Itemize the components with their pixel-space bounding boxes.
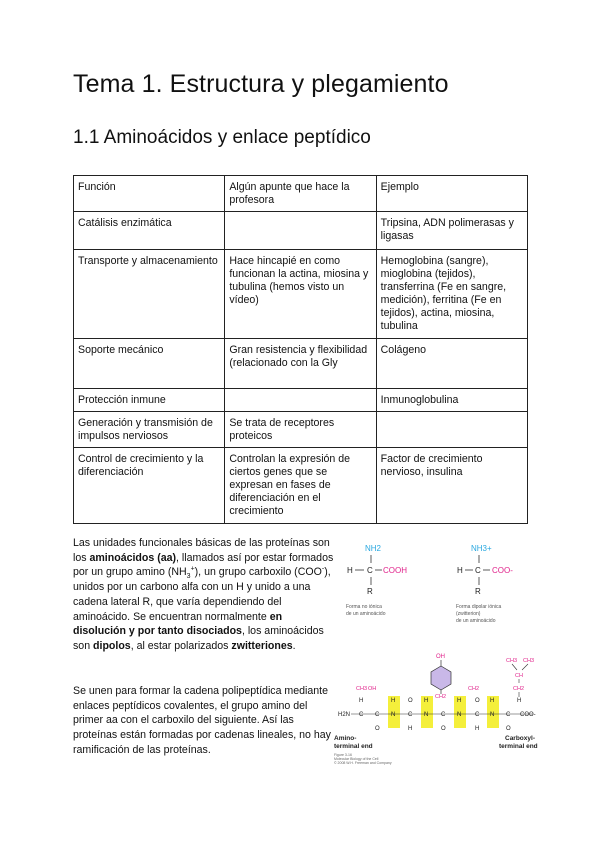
- bond-line: [522, 664, 528, 670]
- ch-label: CH: [515, 673, 523, 679]
- amino-group-label: NH2: [365, 544, 382, 553]
- table-cell: Catálisis enzimática: [74, 212, 225, 250]
- methyl-label: CH3: [523, 658, 535, 664]
- figure-caption: de un aminoácido: [346, 611, 386, 617]
- superscript: -: [321, 565, 325, 573]
- figure-caption: Forma dipolar iónica: [456, 604, 502, 610]
- table-row: [74, 250, 528, 339]
- methyl-label: CH3: [356, 686, 368, 692]
- backbone-hydrogen: H: [359, 698, 364, 704]
- table-header-cell: Función: [74, 176, 225, 212]
- backbone-carbon: C: [408, 712, 413, 718]
- bond-line: [512, 664, 517, 670]
- figure-caption: (zwitterion): [456, 611, 481, 617]
- methylene-label: CH2: [435, 694, 447, 700]
- alpha-carbon-label: C: [367, 566, 373, 575]
- text-run: , al estar polarizados: [130, 639, 232, 652]
- backbone-oxygen: O: [475, 698, 480, 704]
- page-title: Tema 1. Estructura y plegamiento: [73, 70, 449, 98]
- backbone-hydrogen: H: [475, 726, 480, 732]
- figure-credit: Figure 3-16: [334, 753, 352, 757]
- table-header-row: [74, 176, 528, 212]
- table-cell: [225, 389, 376, 412]
- backbone-oxygen: O: [506, 726, 511, 732]
- table-cell: Se trata de receptores proteicos: [225, 412, 376, 448]
- methylene-label: CH2: [513, 686, 525, 692]
- table-header-cell: Ejemplo: [376, 176, 527, 212]
- amino-acid-paragraph: [73, 536, 335, 654]
- table-cell: Control de crecimiento y la diferenciación: [74, 448, 225, 524]
- backbone-nitrogen: N: [424, 712, 429, 718]
- text-run: .: [292, 639, 296, 652]
- table-cell: Transporte y almacenamiento: [74, 250, 225, 339]
- table-cell: Protección inmune: [74, 389, 225, 412]
- peptide-bond-paragraph: Se unen para formar la cadena polipeptídica mediante enlaces peptídicos covalentes, el grupo amino del primer aa con el carboxilo del siguiente. Así las proteínas están formadas por cadenas lineales, no hay ramificación de las proteínas.: [73, 685, 331, 756]
- carboxyl-terminal-label: Carboxyl-: [505, 735, 535, 742]
- amino-terminus-label: H2N: [338, 712, 351, 718]
- benzene-ring: [431, 666, 451, 690]
- side-chain-label: R: [475, 587, 481, 596]
- table-cell: Tripsina, ADN polimerasas y ligasas: [376, 212, 527, 250]
- backbone-carbon: C: [506, 712, 511, 718]
- bold-term-dissolved: en disolución y por tanto disociados: [73, 610, 283, 638]
- backbone-carbon: C: [441, 712, 446, 718]
- backbone-nitrogen: N: [391, 712, 396, 718]
- backbone-carbon: C: [475, 712, 480, 718]
- table-cell: [376, 412, 527, 448]
- hydrogen-label: H: [457, 566, 463, 575]
- table-header-cell: Algún apunte que hace la profesora: [225, 176, 376, 212]
- table-row: [74, 212, 528, 250]
- text-run: ), un grupo carboxilo (COO: [194, 566, 322, 579]
- subscript: 3: [186, 573, 191, 581]
- backbone-nitrogen: N: [490, 712, 495, 718]
- table-cell: Controlan la expresión de ciertos genes que se expresan en fases de diferenciación en el crecimiento: [225, 448, 376, 524]
- zwitterion-amino-acid-figure: [454, 541, 544, 625]
- backbone-carbon: C: [375, 712, 380, 718]
- table-row: [74, 412, 528, 448]
- bold-term-amino-acids: aminoácidos (aa): [89, 551, 177, 564]
- bold-term-dipoles: dipolos: [93, 639, 131, 652]
- peptide-chain-figure: [334, 650, 544, 770]
- table-row: [74, 389, 528, 412]
- table-cell: Colágeno: [376, 339, 527, 389]
- figure-caption: de un aminoácido: [456, 618, 496, 624]
- table-cell: [225, 212, 376, 250]
- methyl-label: CH2: [468, 686, 480, 692]
- table-cell: Hemoglobina (sangre), mioglobina (tejidos), transferrina (Fe en sangre, medición), ferritina (Fe en tejidos), actina, miosina, tubulina: [376, 250, 527, 339]
- figure-caption: Forma no iónica: [346, 604, 382, 610]
- table-cell: Soporte mecánico: [74, 339, 225, 389]
- text-run: , los aminoácidos son: [73, 625, 324, 652]
- carboxyl-group-label: COOH: [383, 566, 407, 575]
- backbone-oxygen: O: [375, 726, 380, 732]
- backbone-carbon: C: [359, 712, 364, 718]
- table-cell: Generación y transmisión de impulsos nerviosos: [74, 412, 225, 448]
- table-cell: Inmunoglobulina: [376, 389, 527, 412]
- backbone-hydrogen: H: [424, 698, 429, 704]
- figure-credit: Molecular Biology of the Cell: [334, 757, 379, 761]
- figure-credit: © 2008 W.H. Freeman and Company: [334, 761, 392, 765]
- backbone-hydrogen: H: [408, 726, 413, 732]
- hydroxyl-label: OH: [436, 654, 445, 660]
- side-chain-label: R: [367, 587, 373, 596]
- section-title: 1.1 Aminoácidos y enlace peptídico: [73, 127, 371, 148]
- backbone-nitrogen: N: [457, 712, 462, 718]
- backbone-oxygen: O: [441, 726, 446, 732]
- protein-function-table: [73, 175, 528, 524]
- backbone-hydrogen: H: [517, 698, 522, 704]
- backbone-hydrogen: H: [391, 698, 396, 704]
- hydroxyl-label: OH: [368, 686, 377, 692]
- alpha-carbon-label: C: [475, 566, 481, 575]
- table-row: [74, 339, 528, 389]
- bold-term-zwitterions: zwitteriones: [231, 639, 293, 652]
- carboxylate-group-label: COO-: [492, 566, 513, 575]
- superscript: +: [190, 565, 195, 573]
- table-cell: Gran resistencia y flexibilidad (relacionado con la Gly: [225, 339, 376, 389]
- ammonium-group-label: NH3+: [471, 544, 492, 553]
- amino-terminal-label: Amino-: [334, 735, 357, 742]
- table-cell: Hace hincapié en como funcionan la actina, miosina y tubulina (hemos visto un vídeo): [225, 250, 376, 339]
- backbone-hydrogen: H: [457, 698, 462, 704]
- carboxyl-terminus-label: COO-: [520, 712, 536, 718]
- hydrogen-label: H: [347, 566, 353, 575]
- carboxyl-terminal-label: terminal end: [499, 743, 538, 750]
- amino-terminal-label: terminal end: [334, 743, 373, 750]
- backbone-oxygen: O: [408, 698, 413, 704]
- methyl-label: CH3: [506, 658, 518, 664]
- text-run: ), unidos por un carbono alfa con un H y unido a una cadena lateral R, que varía dependiendo del aminoácido. Se encuentran normalmente: [73, 566, 331, 623]
- table-body: [74, 176, 528, 524]
- text-run: Las unidades funcionales básicas de las proteínas son los: [73, 537, 330, 564]
- table-cell: Factor de crecimiento nervioso, insulina: [376, 448, 527, 524]
- backbone-hydrogen: H: [490, 698, 495, 704]
- table-row: [74, 448, 528, 524]
- text-run: , llamados así por estar formados por un grupo amino (NH: [73, 551, 334, 579]
- nonionic-amino-acid-figure: [344, 541, 424, 623]
